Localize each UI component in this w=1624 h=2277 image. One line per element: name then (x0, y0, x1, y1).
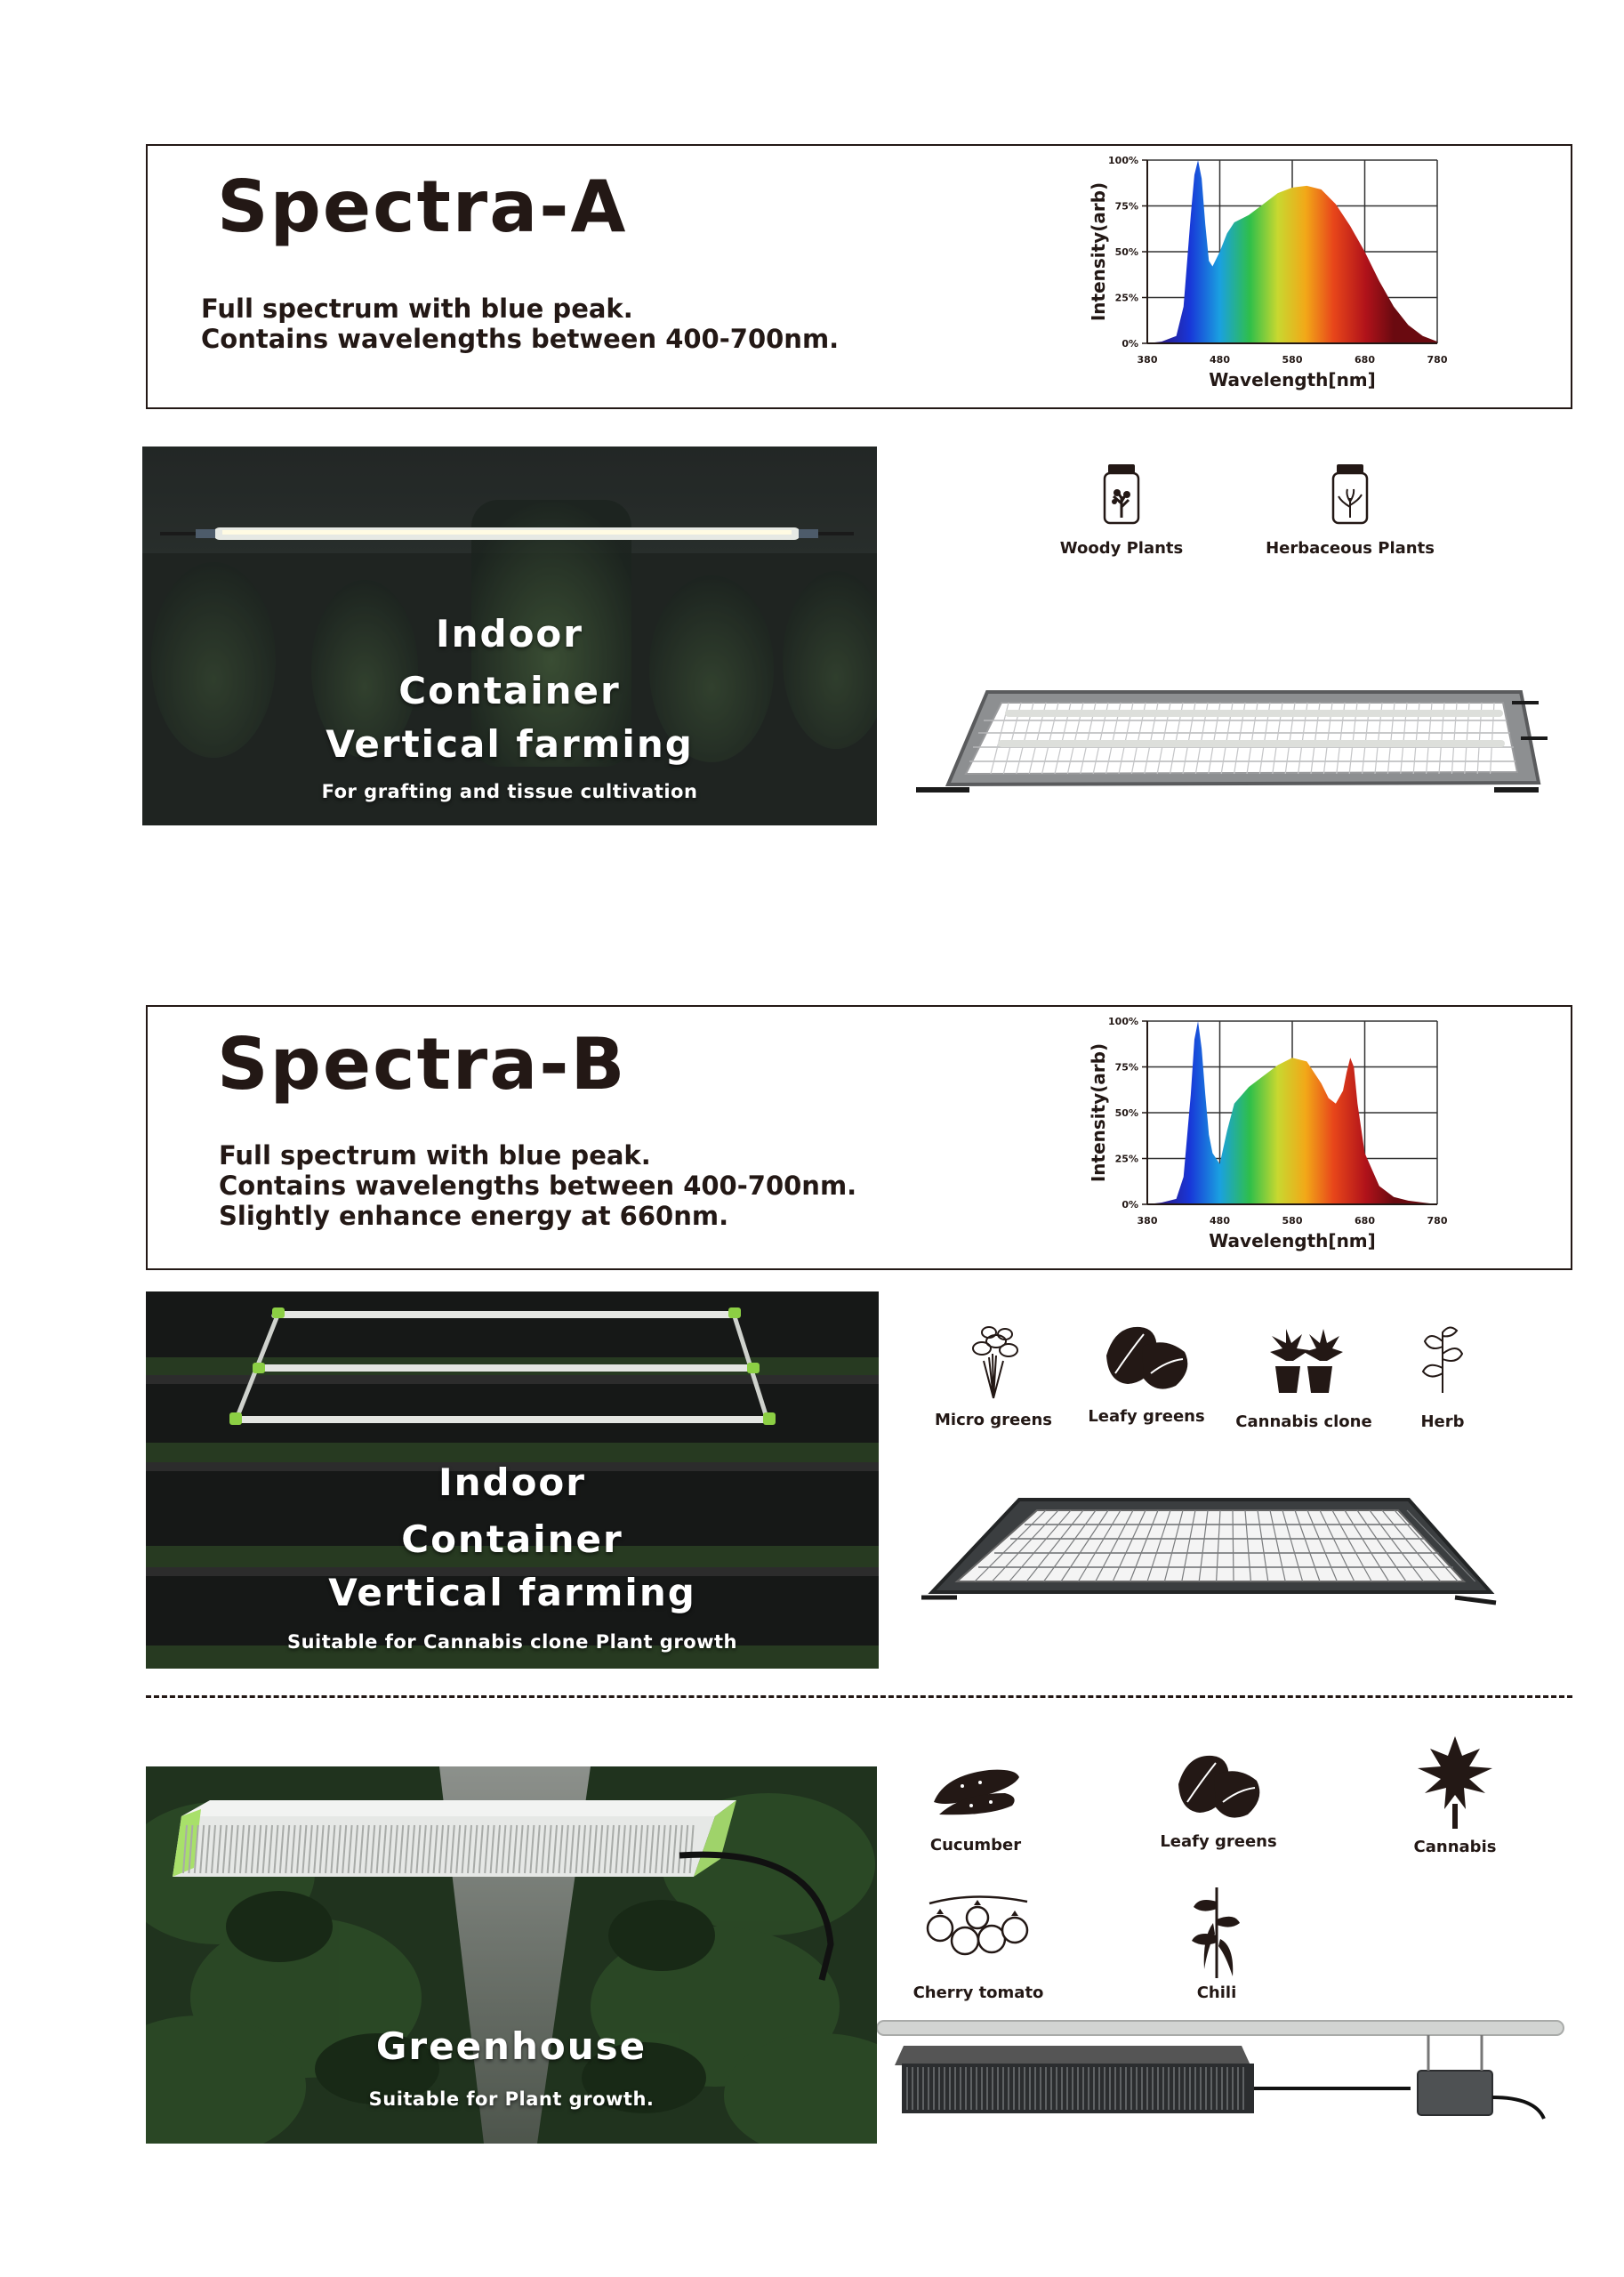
spectra-a-chart (1067, 149, 1476, 404)
x-tick-label: 380 (1137, 1215, 1158, 1227)
y-tick-label: 75% (1114, 200, 1138, 213)
spectra-b-photo-line: Container (401, 1517, 623, 1561)
spectra-a-photo-line: Container (398, 669, 621, 712)
y-axis-label: Intensity(arb) (1088, 1042, 1109, 1183)
plant-label: Herb (1420, 1412, 1465, 1431)
cherry-tomato-icon (921, 1891, 1036, 1962)
plant-label: Micro greens (935, 1411, 1052, 1429)
x-tick-label: 780 (1427, 1215, 1448, 1227)
spectra-a-desc-line: Contains wavelengths between 400-700nm. (201, 324, 840, 354)
leafy-greens-icon (1097, 1320, 1195, 1395)
plant-label: Herbaceous Plants (1266, 539, 1435, 558)
greenhouse-photo-title: Greenhouse (375, 2024, 647, 2068)
woody-plant-jar-icon (1099, 463, 1144, 527)
cucumber-icon (927, 1758, 1025, 1820)
spectra-b-photo-line: Indoor (438, 1460, 586, 1504)
micro-greens-icon (962, 1322, 1025, 1402)
section-divider (146, 1695, 1572, 1698)
plant-label: Cucumber (929, 1836, 1022, 1855)
x-axis-label: Wavelength[nm] (1209, 1230, 1376, 1251)
leafy-greens-icon (1170, 1749, 1267, 1823)
grow-rack-image (916, 676, 1556, 809)
x-tick-label: 580 (1282, 1215, 1303, 1227)
x-tick-label: 580 (1282, 354, 1303, 366)
cannabis-clone-icon (1261, 1325, 1347, 1396)
spectra-a-description (201, 294, 839, 354)
plant-label: Woody Plants (1059, 539, 1184, 558)
spectra-b-description (219, 1140, 856, 1231)
x-tick-label: 780 (1427, 354, 1448, 366)
plant-label: Chili (1196, 1983, 1237, 2002)
y-tick-label: 25% (1114, 292, 1138, 304)
spectra-b-desc-line: Contains wavelengths between 400-700nm. (219, 1171, 857, 1201)
y-axis-label: Intensity(arb) (1088, 181, 1109, 322)
cannabis-icon (1411, 1733, 1499, 1830)
y-tick-label: 100% (1108, 155, 1138, 166)
greenhouse-fixture-rail-image (877, 2012, 1571, 2128)
y-tick-label: 0% (1122, 338, 1138, 350)
plant-label: Cherry tomato (912, 1983, 1044, 2002)
greenhouse-cucumber-rows-image (146, 1766, 877, 2144)
spectra-b-desc-line: Full spectrum with blue peak. (219, 1140, 651, 1171)
y-tick-label: 50% (1114, 246, 1138, 258)
spectra-a-desc-line: Full spectrum with blue peak. (201, 294, 633, 324)
herb-icon (1418, 1324, 1467, 1395)
spectra-a-photo-panel (142, 447, 877, 825)
spectra-b-photo-panel (146, 1291, 879, 1669)
dark-grow-rack-image (921, 1487, 1499, 1612)
spectra-a-title: Spectra-A (217, 165, 628, 248)
x-tick-label: 680 (1355, 1215, 1375, 1227)
x-tick-label: 480 (1210, 354, 1230, 366)
greenhouse-photo-subtitle: Suitable for Plant growth. (368, 2088, 655, 2110)
y-tick-label: 25% (1114, 1153, 1138, 1165)
spectra-a-photo-subtitle: For grafting and tissue cultivation (321, 781, 698, 802)
plant-label: Cannabis (1413, 1838, 1497, 1856)
spectra-b-photo-line: Vertical farming (328, 1571, 696, 1614)
x-tick-label: 480 (1210, 1215, 1230, 1227)
greenhouse-photo-panel (146, 1766, 877, 2144)
spectra-b-title: Spectra-B (217, 1023, 627, 1106)
chili-icon (1181, 1884, 1252, 1982)
spectra-b-photo-subtitle: Suitable for Cannabis clone Plant growth (286, 1631, 738, 1653)
plant-label: Leafy greens (1160, 1832, 1277, 1851)
spectra-b-desc-line: Slightly enhance energy at 660nm. (219, 1201, 729, 1231)
spectra-a-photo-line: Indoor (435, 612, 583, 656)
y-tick-label: 100% (1108, 1016, 1138, 1027)
y-tick-label: 75% (1114, 1061, 1138, 1074)
plant-label: Leafy greens (1088, 1407, 1205, 1426)
x-axis-label: Wavelength[nm] (1209, 369, 1376, 390)
plant-label: Cannabis clone (1235, 1412, 1372, 1431)
spectra-a-photo-line: Vertical farming (326, 722, 694, 766)
y-tick-label: 50% (1114, 1107, 1138, 1119)
spectra-b-chart (1067, 1010, 1476, 1265)
herbaceous-plant-jar-icon (1328, 463, 1372, 527)
x-tick-label: 680 (1355, 354, 1375, 366)
x-tick-label: 380 (1137, 354, 1158, 366)
y-tick-label: 0% (1122, 1199, 1138, 1211)
